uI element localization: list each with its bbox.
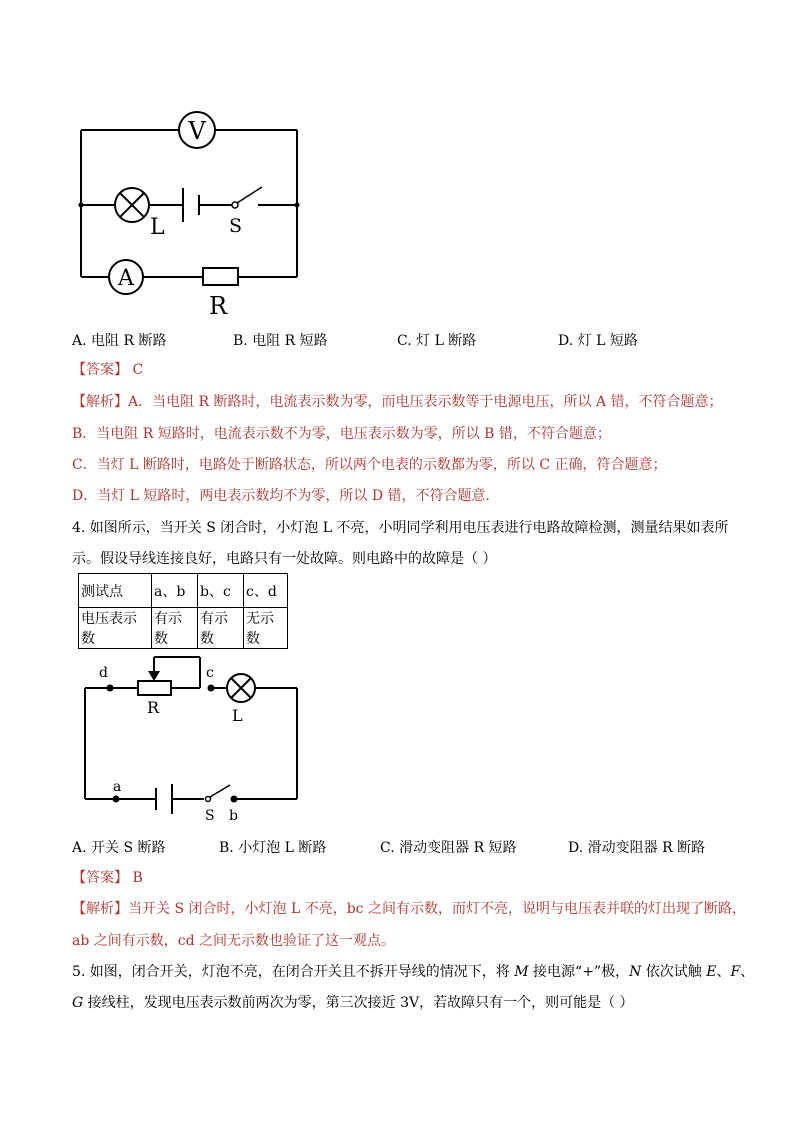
- rheostat-icon: [138, 681, 171, 695]
- q3-option-a: A. 电阻 R 断路: [72, 333, 167, 349]
- q3-analysis-line-3: C．当灯 L 断路时，电路处于断路状态，所以两个电表的示数都为零，所以 C 正确，符合题意；: [72, 457, 667, 473]
- point-c-label: c: [206, 665, 214, 681]
- table-row: [79, 574, 288, 608]
- point-f: F: [730, 964, 741, 980]
- table-cell: c、d: [244, 574, 288, 608]
- analysis-label: 【解析】: [72, 901, 128, 917]
- ammeter-icon: [109, 260, 143, 294]
- lamp-icon: [115, 188, 149, 222]
- point-d-label: d: [99, 665, 108, 681]
- q4-option-d: D. 滑动变阻器 R 断路: [568, 840, 706, 856]
- point-b-label: b: [229, 808, 238, 824]
- answer-label: 【答案】: [72, 362, 128, 378]
- table-cell: a、b: [152, 574, 198, 608]
- q4-answer: [72, 868, 143, 888]
- measurement-table: [78, 573, 288, 649]
- q3-option-b: B. 电阻 R 短路: [233, 333, 328, 349]
- q4-analysis-line-1: 【解析】当开关 S 闭合时，小灯泡 L 不亮，bc 之间有示数，而灯不亮，说明与电压表并联的灯出现了断路，: [72, 901, 746, 917]
- q5-stem-line-2: G 接线柱，发现电压表示数前两次为零，第三次接近 3V，若故障只有一个，则可能是（ ）: [72, 995, 634, 1011]
- q4-stem-line-2: 示。假设导线连接良好，电路只有一处故障。则电路中的故障是（ ）: [72, 551, 497, 567]
- point-n: N: [629, 964, 642, 980]
- lamp-icon: [227, 674, 255, 702]
- lamp-label: L: [232, 706, 243, 725]
- slider-arrow-icon: [148, 671, 160, 681]
- battery-icon: [183, 188, 199, 222]
- answer-label: 【答案】: [72, 870, 128, 886]
- switch-icon: [206, 785, 231, 802]
- q3-answer: [72, 360, 143, 380]
- switch-label: S: [229, 215, 243, 237]
- q4-analysis-line-2: ab 之间有示数，cd 之间无示数也验证了这一观点。: [72, 933, 396, 949]
- q4-stem-line-1: 4. 如图所示，当开关 S 闭合时，小灯泡 L 不亮，小明同学利用电压表进行电路故障检测，测量结果如表所: [72, 520, 729, 536]
- svg-text:A: A: [118, 266, 134, 291]
- q5-stem-line-1: 5. 如图，闭合开关，灯泡不亮，在闭合开关且不拆开导线的情况下，将 M 接电源“+”极，N 依次试触 E、F、: [72, 964, 755, 980]
- q3-option-d: D. 灯 L 短路: [558, 333, 638, 349]
- resistor-label: R: [209, 292, 228, 320]
- point-a-label: a: [113, 779, 122, 795]
- point-m: M: [514, 964, 529, 980]
- point-e: E: [706, 964, 717, 980]
- q3-analysis-line-1: 【解析】A．当电阻 R 断路时，电流表示数为零，而电压表示数等于电源电压，所以 A 错，不符合题意；: [72, 394, 723, 410]
- svg-text:V: V: [188, 117, 206, 145]
- table-cell: 测试点: [79, 574, 152, 608]
- analysis-label: 【解析】: [72, 394, 128, 410]
- q3-option-c: C. 灯 L 断路: [397, 333, 477, 349]
- q3-analysis-line-4: D．当灯 L 短路时，两电表示数均不为零，所以 D 错，不符合题意．: [72, 488, 500, 504]
- table-cell: 无示数: [244, 608, 288, 649]
- answer-value: B: [132, 870, 143, 886]
- table-cell: 电压表示数: [79, 608, 152, 649]
- q4-option-a: A. 开关 S 断路: [72, 840, 166, 856]
- q4-option-c: C. 滑动变阻器 R 短路: [380, 840, 517, 856]
- q3-analysis-line-2: B．当电阻 R 短路时，电流表示数不为零，电压表示数为零，所以 B 错，不符合题意；: [72, 426, 611, 442]
- table-row: [79, 608, 288, 649]
- resistor-icon: [203, 268, 238, 285]
- circuit-diagram-2: [0, 645, 794, 830]
- point-g: G: [72, 995, 84, 1011]
- voltmeter-icon: [179, 112, 215, 148]
- answer-value: C: [132, 362, 144, 378]
- rheostat-label: R: [147, 698, 160, 717]
- switch-label: S: [205, 808, 215, 824]
- lamp-label: L: [150, 215, 165, 240]
- switch-icon: [232, 187, 262, 208]
- table-cell: b、c: [198, 574, 244, 608]
- circuit-diagram-1: [0, 0, 794, 330]
- q4-option-b: B. 小灯泡 L 断路: [219, 840, 327, 856]
- table-cell: 有示数: [198, 608, 244, 649]
- table-cell: 有示数: [152, 608, 198, 649]
- battery-icon: [156, 784, 172, 814]
